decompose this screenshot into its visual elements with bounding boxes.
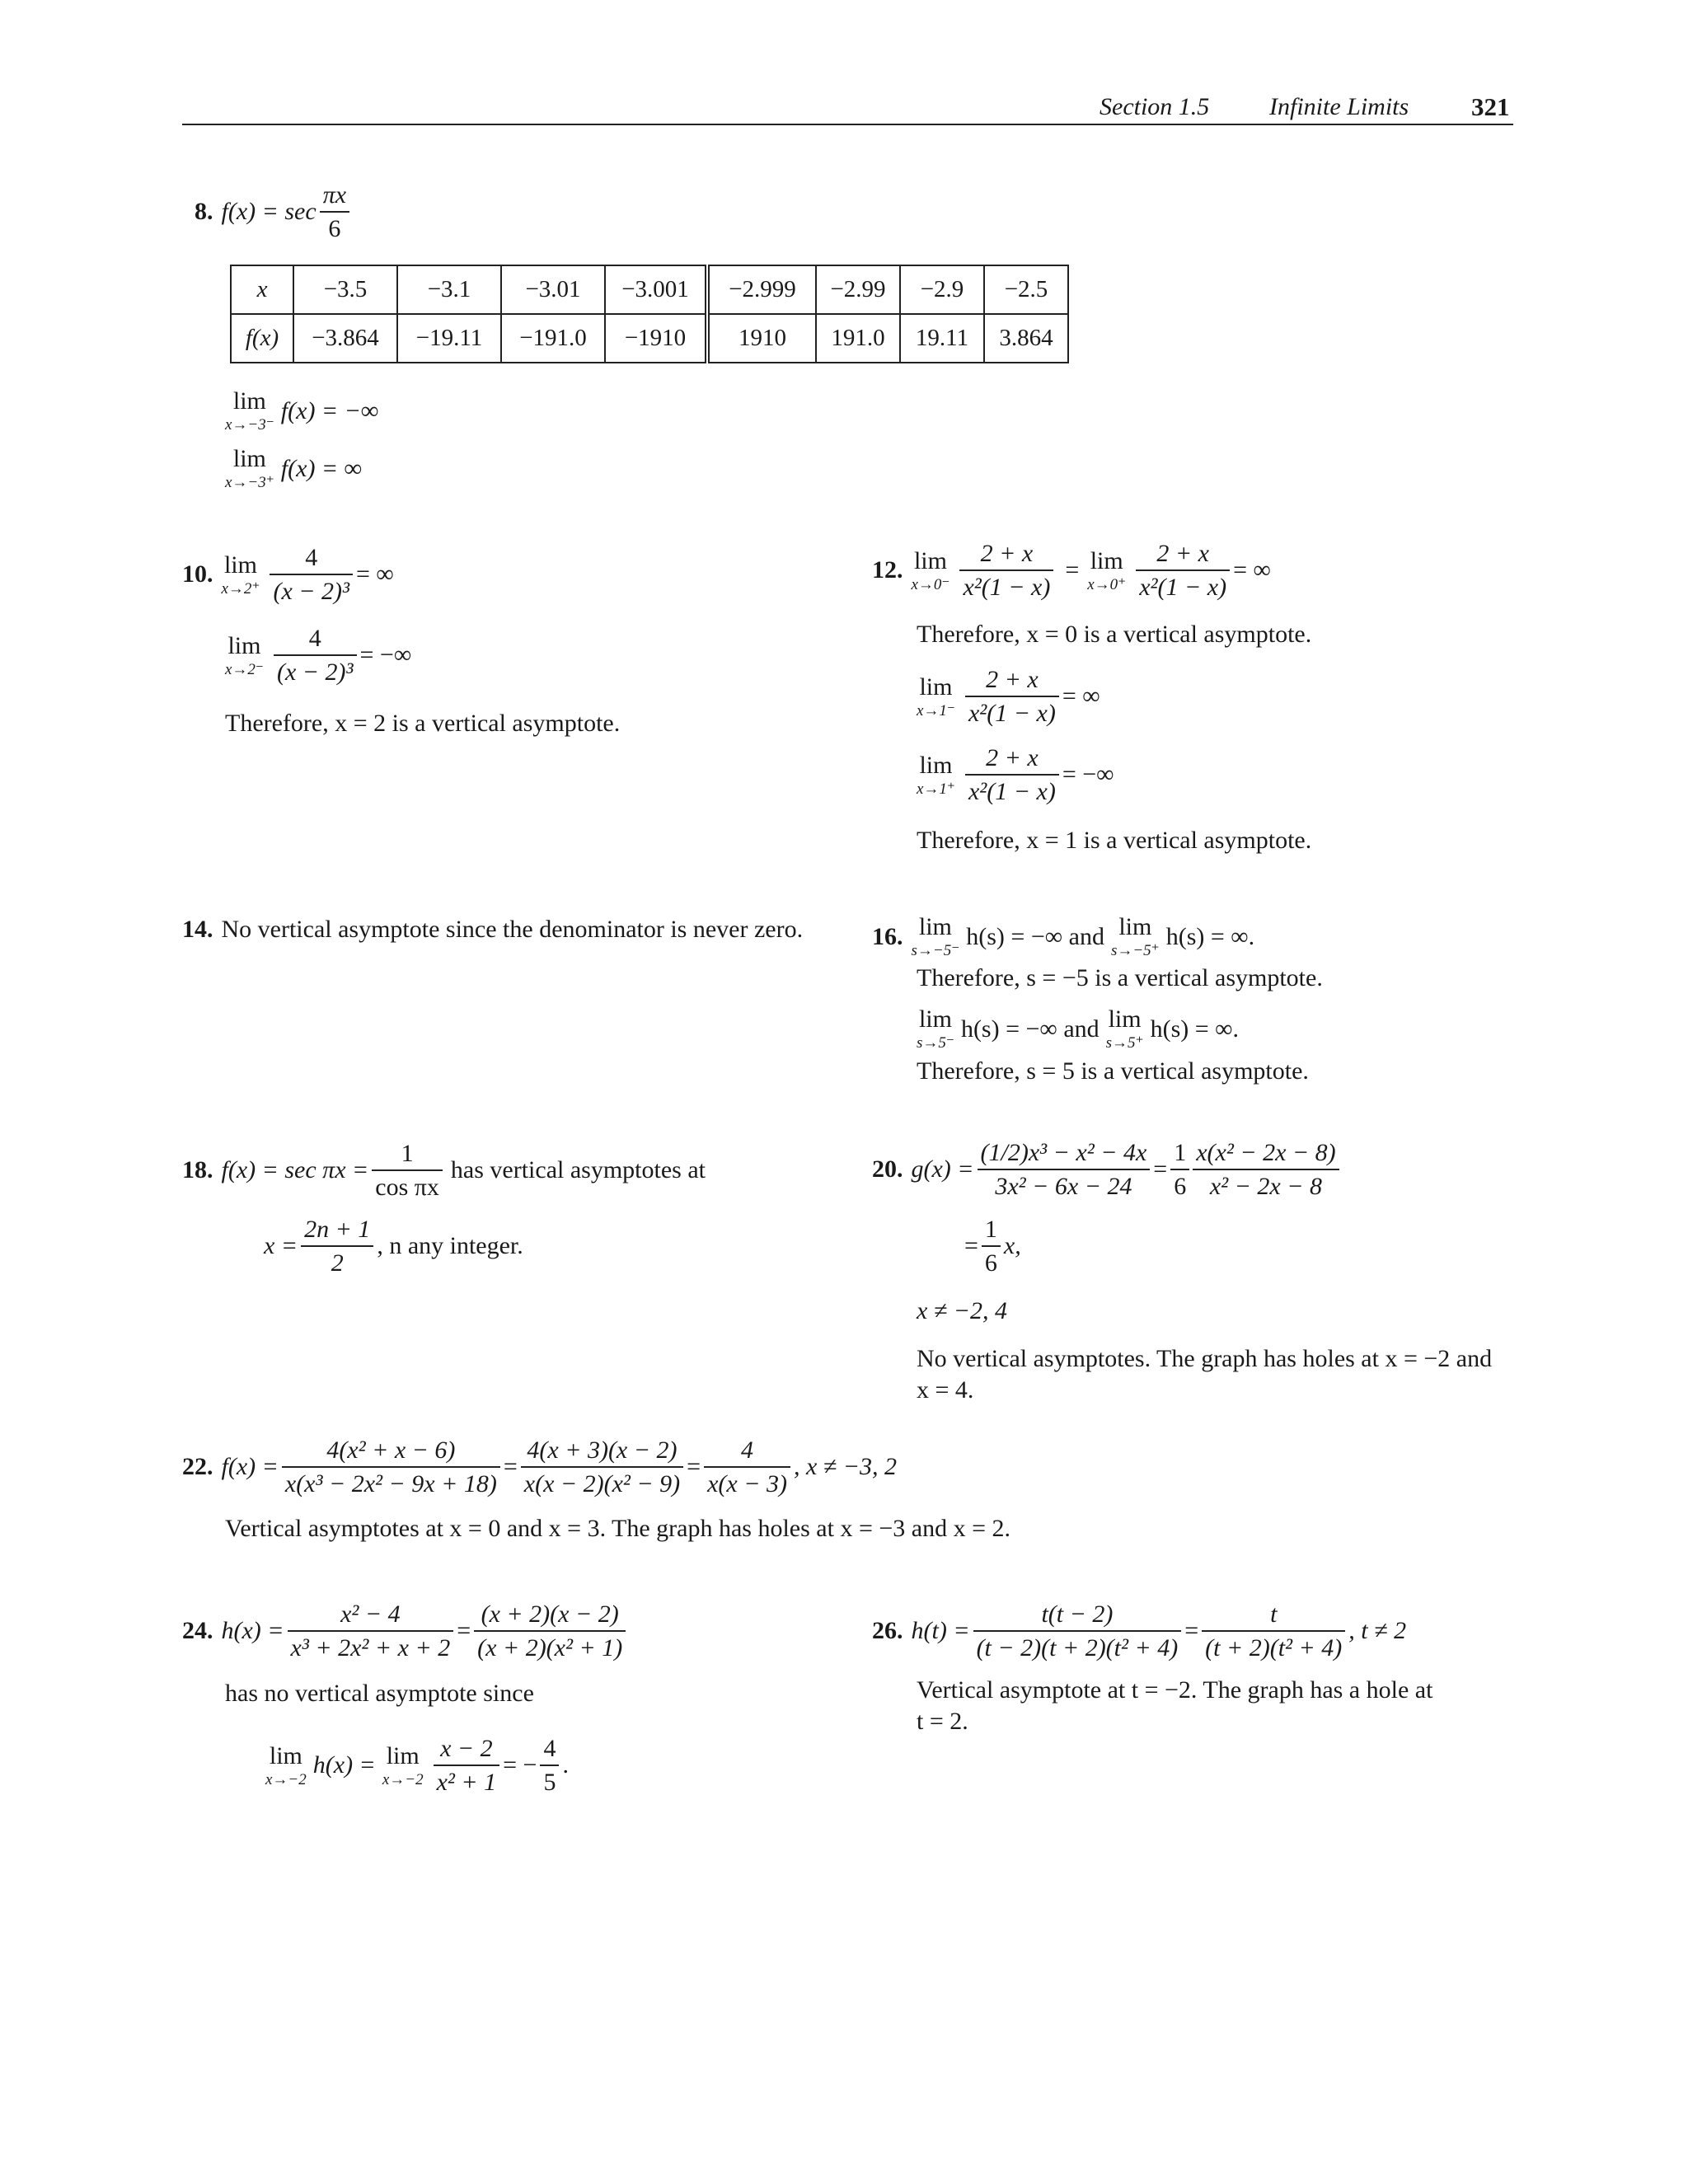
table-cell: 3.864 (984, 314, 1068, 363)
limit-result: = ∞ (1233, 556, 1271, 583)
function-lhs: f(x) = sec (221, 198, 316, 225)
limit-operator: lim x→1⁺ (917, 751, 955, 798)
problem-number: 14. (182, 916, 213, 943)
fraction: $\frac{\text{x(x² − 2x − 8)}}{\text{x² − 2x − 8}}$ (1193, 1139, 1339, 1200)
equals: = (1184, 1617, 1199, 1644)
limit-subscript: s→5⁻ (917, 1034, 954, 1052)
problem-number: 8. (195, 198, 213, 225)
problem-26-conclusion-2: t = 2. (917, 1708, 968, 1735)
function-lhs: g(x) = (911, 1155, 974, 1183)
table-cell: 19.11 (900, 314, 984, 363)
problem-16-conclusion-1: Therefore, s = −5 is a vertical asymptote. (917, 964, 1323, 991)
limit-subscript: x→1⁻ (917, 701, 955, 719)
problem-text: , x ≠ −3, 2 (793, 1453, 897, 1480)
problem-20-line-1 (872, 1139, 1343, 1200)
limit-operator: lim s→5⁻ (917, 1005, 954, 1052)
limit-subscript: x→1⁺ (917, 780, 955, 798)
problem-12-limit-4 (917, 744, 1114, 805)
running-head-topic: Infinite Limits (1269, 93, 1409, 120)
limit-operator: lim x→1⁻ (917, 673, 955, 719)
limit-result: f(x) = −∞ (280, 396, 379, 424)
problem-number: 26. (872, 1617, 903, 1644)
fraction: $\frac{2 + x}{\text{x²(1 − x)}}$ (1136, 540, 1230, 601)
fraction: $\frac{x - 2}{\text{x² + 1}}$ (434, 1735, 500, 1796)
limit-operator: lim s→5⁺ (1105, 1005, 1144, 1052)
function-lhs: h(x) = (221, 1617, 284, 1644)
equals: = (1065, 556, 1080, 583)
problem-16-line-2 (917, 1007, 1239, 1051)
problem-22-conclusion: Vertical asymptotes at x = 0 and x = 3. The graph has holes at x = −3 and x = 2. (225, 1515, 1011, 1542)
problem-24-text: has no vertical asymptote since (225, 1680, 534, 1707)
limit-result: h(s) = −∞ and (960, 1015, 1100, 1043)
problem-8-limit-left (225, 389, 378, 433)
table-cell: −2.99 (816, 265, 900, 314)
fraction: $\frac{\text{(1/2)x³ − x² − 4x}}{\text{3x² − 6x − 24}}$ (978, 1139, 1151, 1200)
limit-subscript: x→−2 (382, 1770, 424, 1788)
problem-14 (182, 916, 803, 944)
limit-operator: lim x→0⁺ (1087, 546, 1127, 593)
values-table (230, 265, 1069, 363)
limit-subscript: s→−5⁻ (911, 942, 960, 959)
fraction: $\frac{(x + 2)(x - 2)}{\text{(x + 2)(x² + 1)}}$ (474, 1601, 626, 1661)
problem-text: , t ≠ 2 (1348, 1617, 1407, 1644)
limit-expression: h(x) = (312, 1751, 376, 1779)
limit-result: = ∞ (356, 560, 394, 588)
function-lhs: h(t) = (911, 1617, 970, 1644)
table-row-label: x (231, 265, 293, 314)
fraction: $\frac{t}{\text{(t + 2)(t² + 4)}}$ (1202, 1601, 1345, 1661)
fraction: $\frac{t(t - 2)}{\text{(t − 2)(t + 2)(t² + 4)}}$ (973, 1601, 1182, 1661)
equals: = (964, 1232, 978, 1259)
table-cell: −3.1 (397, 265, 501, 314)
limit-subscript: x→−2 (265, 1770, 307, 1788)
fraction: $\frac{1}{6}$ (1170, 1139, 1189, 1200)
fraction: $\frac{\text{x² − 4}}{\text{x³ + 2x² + x + 2}}$ (288, 1601, 454, 1661)
table-cell: −191.0 (501, 314, 605, 363)
limit-operator: lim x→0⁻ (911, 546, 950, 593)
problem-12-limit-3 (917, 666, 1100, 727)
problem-12-conclusion-1: Therefore, x = 0 is a vertical asymptote. (917, 621, 1312, 648)
limit-operator: lim s→−5⁺ (1110, 913, 1160, 959)
limit-result: h(s) = −∞ and (966, 922, 1104, 950)
table-cell: −3.5 (293, 265, 397, 314)
problem-16-line-1 (872, 915, 1254, 958)
problem-26-conclusion-1: Vertical asymptote at t = −2. The graph has a hole at (917, 1676, 1433, 1704)
limit-result: = −∞ (359, 641, 412, 668)
problem-number: 18. (182, 1156, 213, 1183)
limit-result: h(s) = ∞. (1150, 1015, 1240, 1043)
problem-text: has vertical asymptotes at (450, 1156, 706, 1183)
fraction: $\frac{\text{4(x² + x − 6)}}{\text{x(x³ − 2x² − 9x + 18)}}$ (282, 1436, 500, 1497)
problem-text: , n any integer. (377, 1232, 523, 1259)
limit-operator: lim x→2⁺ (221, 551, 260, 598)
problem-10-limit-1 (182, 544, 394, 605)
table-cell: −3.001 (605, 265, 707, 314)
fraction: $\frac{2n + 1}{2}$ (301, 1216, 373, 1277)
table-cell: −2.999 (707, 265, 816, 314)
problem-18-line-1 (182, 1140, 706, 1201)
function-lhs: f(x) = (221, 1453, 279, 1480)
equals: = (457, 1617, 471, 1644)
limit-subscript: x→0⁻ (911, 575, 950, 593)
problem-24-limit (265, 1735, 569, 1796)
fraction: $\frac{4}{5}$ (540, 1735, 559, 1796)
limit-subscript: s→−5⁺ (1110, 942, 1160, 959)
problem-number: 16. (872, 922, 903, 950)
problem-22-line-1 (182, 1436, 897, 1497)
table-cell: −1910 (605, 314, 707, 363)
numerator: πx (320, 181, 349, 213)
limit-subscript: x→2⁻ (225, 660, 264, 678)
problem-number: 24. (182, 1617, 213, 1644)
problem-10-conclusion: Therefore, x = 2 is a vertical asymptote. (225, 710, 621, 737)
table-cell: −2.9 (900, 265, 984, 314)
problem-text: x, (1003, 1232, 1021, 1259)
fraction: $\frac{2 + x}{\text{x²(1 − x)}}$ (965, 666, 1059, 727)
problem-12-limits (872, 540, 1271, 601)
problem-16-conclusion-2: Therefore, s = 5 is a vertical asymptote. (917, 1057, 1309, 1085)
table-cell: −3.864 (293, 314, 397, 363)
punctuation: . (562, 1751, 569, 1779)
table-cell: 191.0 (816, 314, 900, 363)
problem-8-function (195, 181, 353, 242)
fraction: $\frac{4}{\text{(x − 2)³}}$ (274, 625, 357, 686)
fraction: $\frac{2 + x}{\text{x²(1 − x)}}$ (959, 540, 1053, 601)
limit-result: = ∞ (1062, 682, 1100, 710)
limit-result: f(x) = ∞ (280, 454, 363, 482)
function-lhs: f(x) = sec πx = (221, 1156, 369, 1183)
problem-18-line-2 (264, 1216, 523, 1277)
problem-number: 20. (872, 1155, 903, 1183)
running-head-section: Section 1.5 (1100, 93, 1210, 120)
limit-subscript: s→5⁺ (1105, 1034, 1144, 1052)
table-cell: −19.11 (397, 314, 501, 363)
header-rule (182, 124, 1513, 125)
table-row-f (231, 314, 1068, 363)
denominator: 6 (328, 215, 341, 242)
limit-operator: lim x→−3⁻ (225, 387, 274, 434)
problem-20-line-2 (964, 1216, 1021, 1277)
equals: = (687, 1453, 701, 1480)
equation-lhs: x = (264, 1232, 298, 1259)
problem-26-line-1 (872, 1601, 1406, 1661)
problem-text: No vertical asymptote since the denominator is never zero. (221, 916, 804, 943)
table-cell: −3.01 (501, 265, 605, 314)
problem-number: 22. (182, 1453, 213, 1480)
limit-operator: lim x→−2 (382, 1741, 424, 1788)
fraction: $\frac{4}{x(x - 3)}$ (704, 1436, 790, 1497)
fraction (320, 181, 349, 242)
limit-operator: lim s→−5⁻ (911, 913, 960, 959)
limit-operator: lim x→−3⁺ (225, 445, 274, 491)
table-cell: 1910 (707, 314, 816, 363)
problem-10-limit-2 (225, 625, 411, 686)
equals: = (503, 1453, 518, 1480)
fraction: $\frac{4}{\text{(x − 2)³}}$ (270, 544, 353, 605)
limit-subscript: x→−3⁻ (225, 416, 274, 434)
fraction: $\frac{4(x + 3)(x - 2)}{\text{x(x − 2)(x² − 9)}}$ (521, 1436, 683, 1497)
problem-24-line-1 (182, 1601, 629, 1661)
limit-subscript: x→−3⁺ (225, 474, 274, 491)
fraction: $\frac{2 + x}{\text{x²(1 − x)}}$ (965, 744, 1059, 805)
limit-operator: lim x→−2 (265, 1741, 307, 1788)
page-number: 321 (1471, 92, 1510, 121)
problem-12-conclusion-2: Therefore, x = 1 is a vertical asymptote. (917, 827, 1312, 854)
problem-8-limit-right (225, 447, 362, 490)
equals: = − (503, 1751, 537, 1779)
table-row-label: f(x) (231, 314, 293, 363)
problem-number: 10. (182, 560, 213, 588)
fraction: $\frac{1}{6}$ (982, 1216, 1001, 1277)
table-cell: −2.5 (984, 265, 1068, 314)
limit-subscript: x→2⁺ (221, 579, 260, 598)
limit-result: = −∞ (1062, 761, 1114, 788)
table-row-x (231, 265, 1068, 314)
fraction: $\frac{1}{\text{cos πx}}$ (372, 1140, 443, 1201)
limit-result: h(s) = ∞. (1165, 922, 1255, 950)
problem-20-condition: x ≠ −2, 4 (917, 1297, 1008, 1324)
equals: = (1153, 1155, 1168, 1183)
limit-operator: lim x→2⁻ (225, 631, 264, 678)
limit-subscript: x→0⁺ (1087, 575, 1127, 593)
problem-number: 12. (872, 556, 903, 583)
problem-20-conclusion: No vertical asymptotes. The graph has holes at x = −2 and x = 4. (917, 1345, 1493, 1404)
